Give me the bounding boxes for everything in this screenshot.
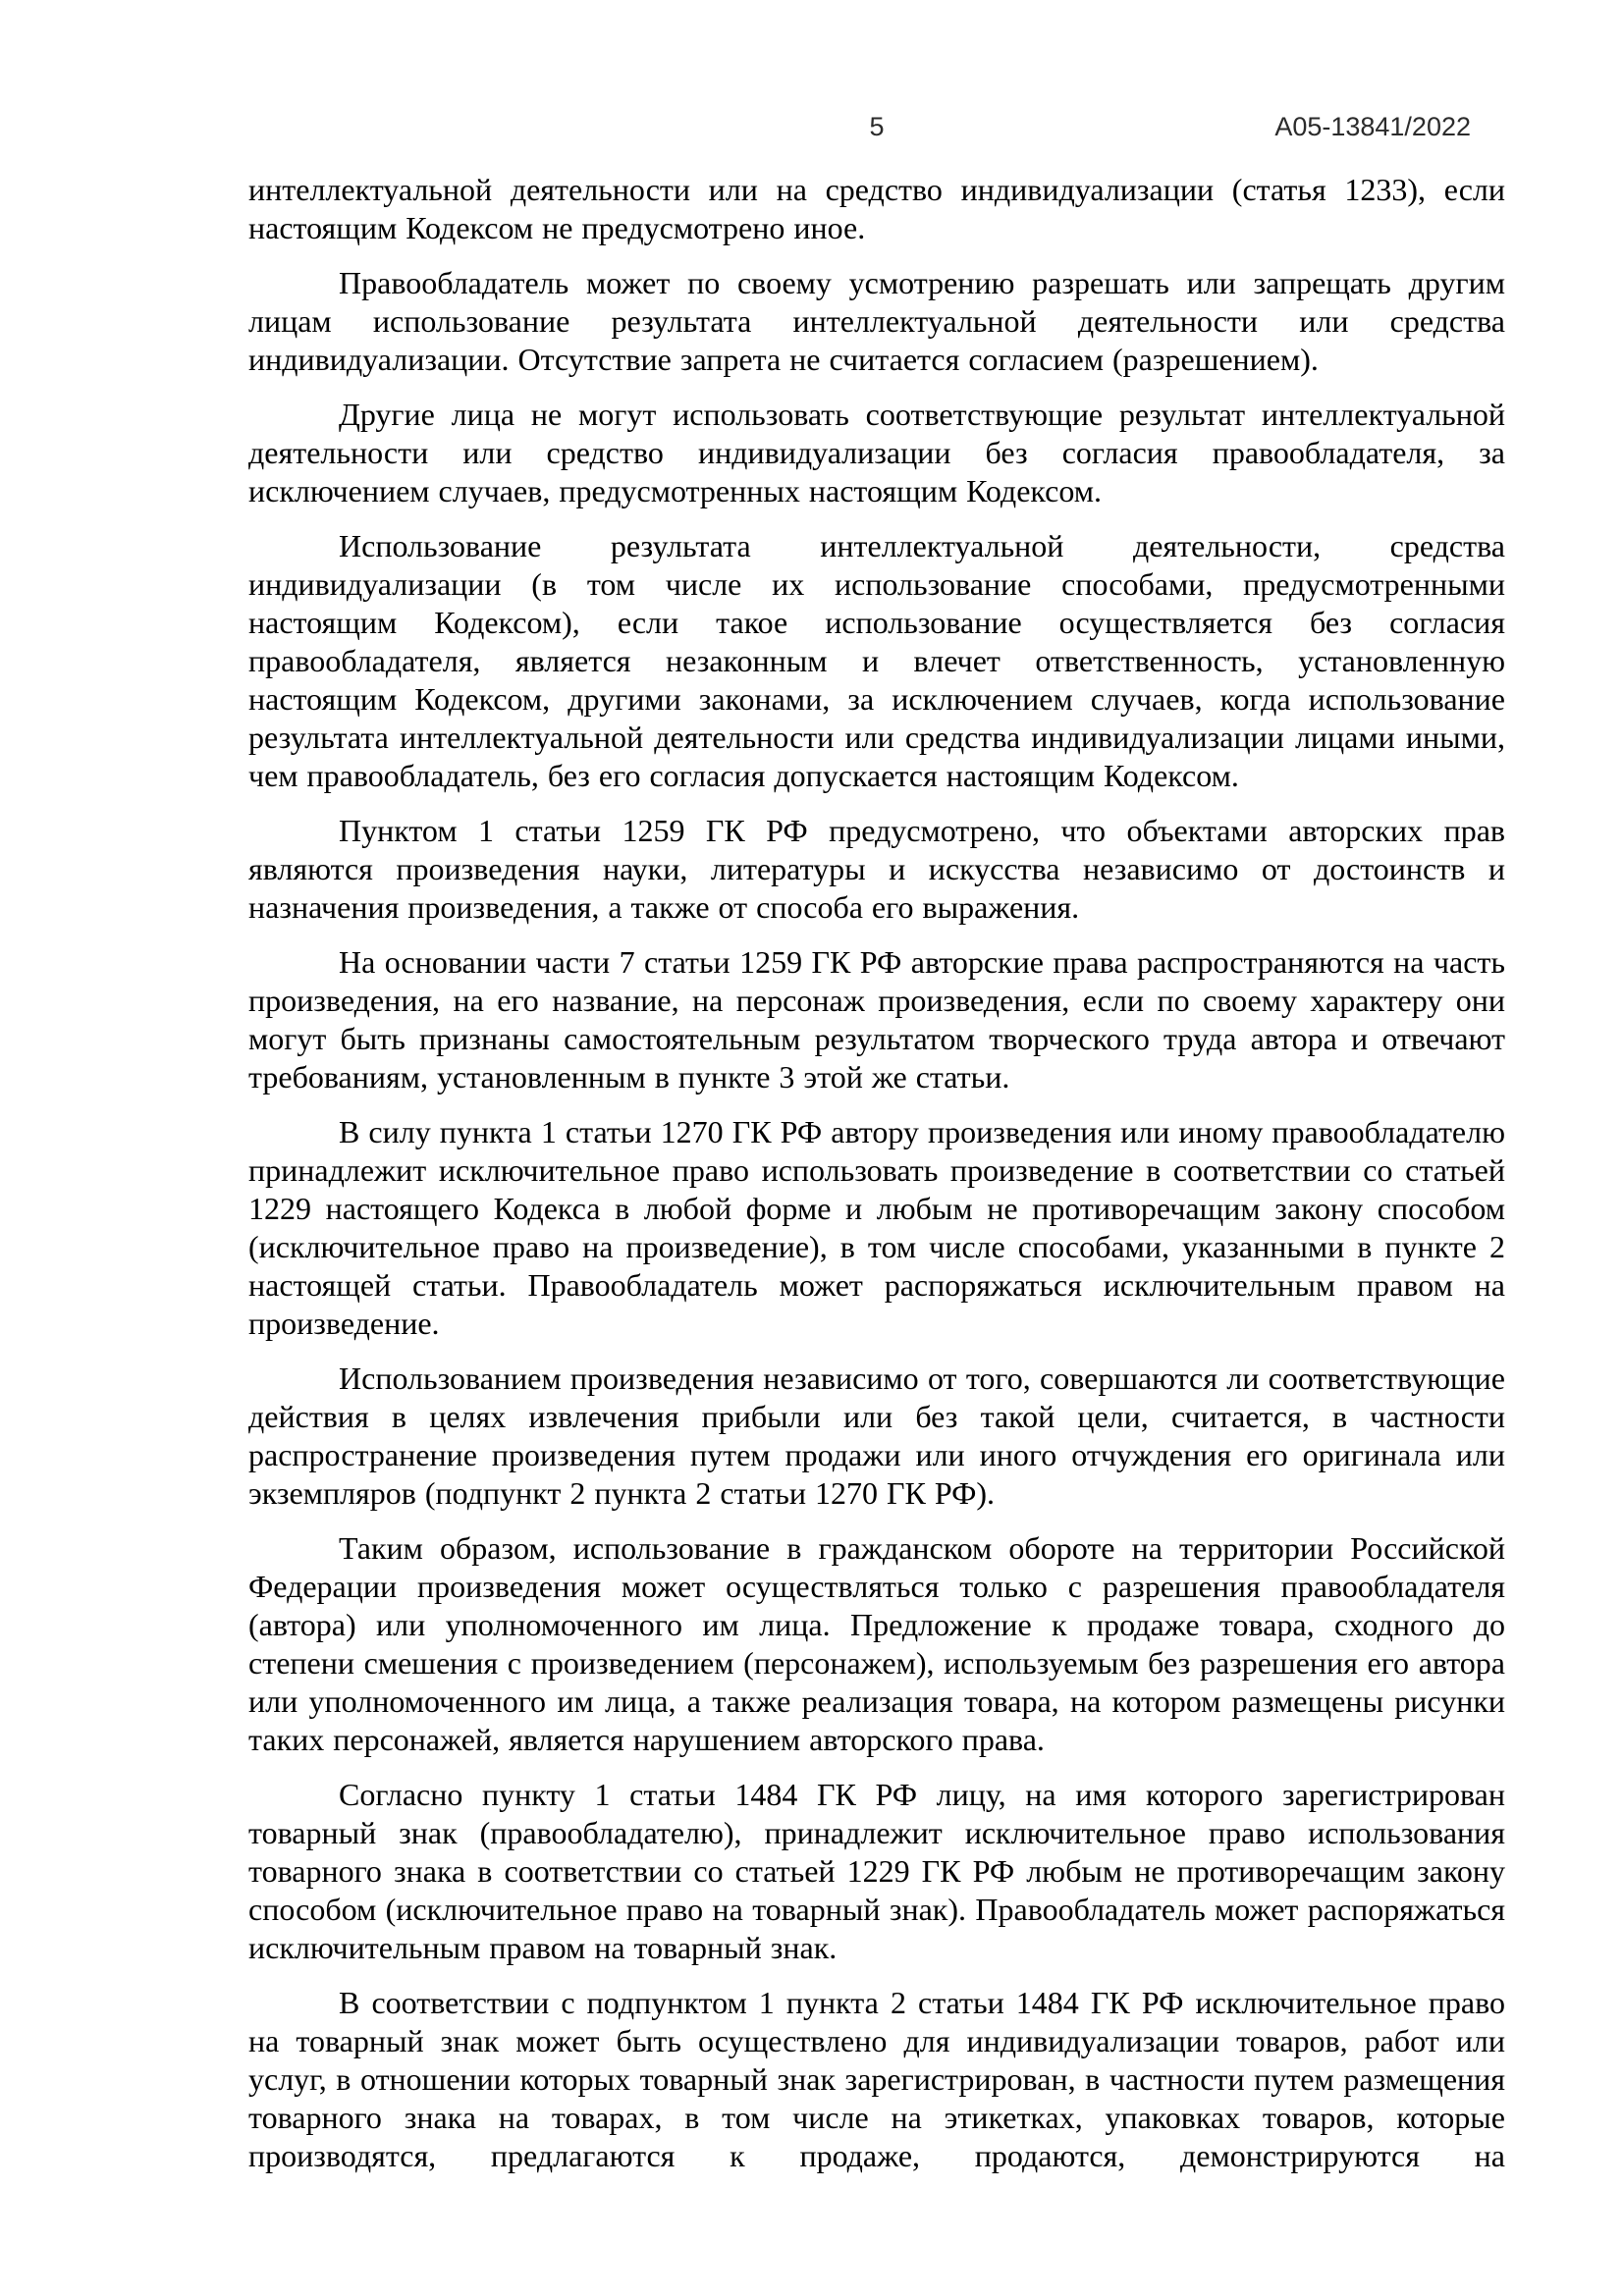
document-body xyxy=(248,171,1505,2175)
paragraph: Другие лица не могут использовать соответствующие результат интеллектуальной деятельности или средство индивидуализации без согласия правообладателя, за исключением случаев, предусмотренных настоящим Кодексом. xyxy=(248,397,1505,508)
paragraph: На основании части 7 статьи 1259 ГК РФ авторские права распространяются на часть произведения, на его название, на персонаж произведения, если по своему характеру они могут быть признаны самостоятельным результатом творческого труда автора и отвечают требованиям, установленным в пункте 3 этой же статьи. xyxy=(248,944,1505,1095)
paragraph-continuation: интеллектуальной деятельности или на средство индивидуализации (статья 1233), если настоящим Кодексом не предусмотрено иное. xyxy=(248,172,1505,245)
paragraph: Таким образом, использование в гражданском обороте на территории Российской Федерации произведения может осуществляться только с разрешения правообладателя (автора) или уполномоченного им лица. Предложение к продаже товара, сходного до степени смешения с произведением (персонажем), используемым без разрешения его автора или уполномоченного им лица, а также реализация товара, на котором размещены рисунки таких персонажей, является нарушением авторского права. xyxy=(248,1530,1505,1757)
paragraph: Пунктом 1 статьи 1259 ГК РФ предусмотрено, что объектами авторских прав являются произведения науки, литературы и искусства независимо от достоинств и назначения произведения, а также от способа его выражения. xyxy=(248,813,1505,925)
page-header xyxy=(248,111,1505,144)
paragraph: В силу пункта 1 статьи 1270 ГК РФ автору произведения или иному правообладателю принадлежит исключительное право использовать произведение в соответствии со статьей 1229 настоящего Кодекса в любой форме и любым не противоречащим закону способом (исключительное право на произведение), в том числе способами, указанными в пункте 2 настоящей статьи. Правообладатель может распоряжаться исключительным правом на произведение. xyxy=(248,1114,1505,1341)
paragraph: Использованием произведения независимо от того, совершаются ли соответствующие действия в целях извлечения прибыли или без такой цели, считается, в частности распространение произведения путем продажи или иного отчуждения его оригинала или экземпляров (подпункт 2 пункта 2 статьи 1270 ГК РФ). xyxy=(248,1361,1505,1511)
paragraph: Использование результата интеллектуальной деятельности, средства индивидуализации (в том числе их использование способами, предусмотренными настоящим Кодексом), если такое использование осуществляется без согласия правообладателя, является незаконным и влечет ответственность, установленную настоящим Кодексом, другими законами, за исключением случаев, когда использование результата интеллектуальной деятельности или средства индивидуализации лицами иными, чем правообладатель, без его согласия допускается настоящим Кодексом. xyxy=(248,528,1505,793)
case-number: А05-13841/2022 xyxy=(1274,112,1471,141)
paragraph: Согласно пункту 1 статьи 1484 ГК РФ лицу, на имя которого зарегистрирован товарный знак (правообладателю), принадлежит исключительное право использования товарного знака в соответствии со статьей 1229 ГК РФ любым не противоречащим закону способом (исключительное право на товарный знак). Правообладатель может распоряжаться исключительным правом на товарный знак. xyxy=(248,1777,1505,1965)
paragraph: Правообладатель может по своему усмотрению разрешать или запрещать другим лицам использование результата интеллектуальной деятельности или средства индивидуализации. Отсутствие запрета не считается согласием (разрешением). xyxy=(248,265,1505,377)
paragraph-cut-off: В соответствии с подпунктом 1 пункта 2 статьи 1484 ГК РФ исключительное право на товарный знак может быть осуществлено для индивидуализации товаров, работ или услуг, в отношении которых товарный знак зарегистрирован, в частности путем размещения товарного знака на товарах, в том числе на этикетках, упаковках товаров, которые производятся, предлагаются к продаже, продаются, демонстрируются на xyxy=(248,1985,1505,2173)
page-number: 5 xyxy=(869,112,885,141)
